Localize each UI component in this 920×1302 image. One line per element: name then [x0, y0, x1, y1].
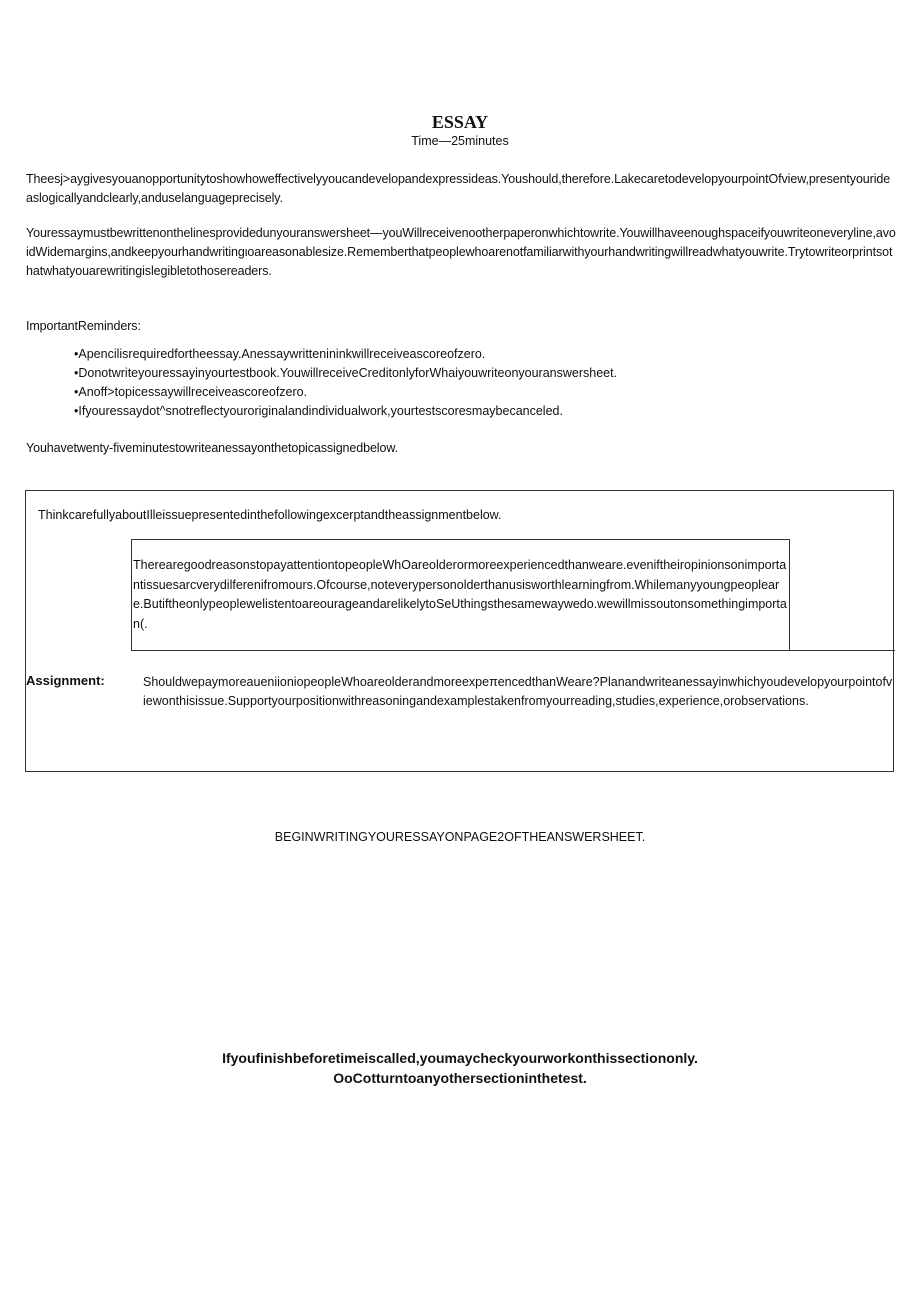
footer-line-1: Ifyoufinishbeforetimeiscalled,youmaycheckyourworkonthissectiononly.	[222, 1050, 698, 1066]
footer-line-2: OoCotturntoanyothersectioninthetest.	[333, 1070, 587, 1086]
reminder-item: •Donotwriteyouressayinyourtestbook.YouwillreceiveCreditonlyforWhaiyouwriteonyouranswersheet.	[74, 366, 618, 380]
excerpt-quote: TherearegoodreasonstopayattentiontopeopleWhOareolderormoreexperiencedthanweare.eveniftheiropinionsonimportantissuesarcverydilferenifromours.Ofcourse,noteverypersonolderthanusisworthlearningfrom.Whilemanyyoungpeopleare.ButiftheonlypeoplewelistentoareourageandarelikelytoSeUthingsthesamewaywedo.wewillmissoutonsomethingimportan(.	[131, 539, 790, 651]
time-note: Youhavetwenty-fiveminutestowriteanessayonthetopicassignedbelow.	[26, 441, 398, 455]
page-title: ESSAY	[431, 112, 489, 132]
footer-instructions	[0, 1048, 920, 1088]
begin-instruction: BEGINWRITINGYOURESSAYONPAGE2OFTHEANSWERSHEET.	[274, 830, 646, 844]
answer-sheet-paragraph: Youressaymustbewrittenonthelinesprovidedunyouranswersheet—youWillreceivenootherpaperonwhichtowrite.Youwillhaveenoughspaceifyouwriteoneveryline,avoidWidemargins,andkeepyourhandwritingιoareasonablesize.Rememberthatpeoplewhoarenotfamiliarwithyourhandwritingwillreadwhatyouwrite.Trytowriteorprintsothatwhatyouarewritingislegibletothosereaders.	[26, 226, 896, 278]
intro-paragraph: Theesj>aygivesyouanopportunitytoshowhoweffectivelyyoucandevelopandexpressideas.Youshould,therefore.LakecaretodevelopyourpointOfview,presentyourideaslogicallyandclearly,anduselanguageprecisely.	[26, 172, 891, 205]
reminder-item: •Apencilisrequiredfortheessay.Anessaywritteninink​willreceiveascoreofzero.	[74, 347, 486, 361]
reminders-heading: ImportantReminders:	[26, 319, 141, 333]
assignment-label: Assignment:	[26, 673, 105, 688]
divider	[789, 650, 895, 651]
reminder-item: •Ifyouressaydot^snotreflectyouroriginalandindividualwork,yourtestscoresmaybecanceled.	[74, 404, 563, 418]
prompt-intro: ThinkcarefullyaboutIlleissuepresentedinthefollowingexcerptandtheassignmentbelow.	[38, 508, 502, 522]
reminder-item: •Anoff>topicessaywillreceiveascoreofzero.	[74, 385, 308, 399]
assignment-text: ShouldwepaymoreaueniioniopeopleWhoareolderandmoreexpeπencedthanWeare?Planandwriteanessayinwhichyoudevelopyourpointofviewonthisissue.Supportyourpositionwithreasoningandexamplestakenfromyourreading,studies,experience,orobservations.	[143, 675, 893, 708]
time-limit: Time—25minutes	[411, 134, 509, 148]
